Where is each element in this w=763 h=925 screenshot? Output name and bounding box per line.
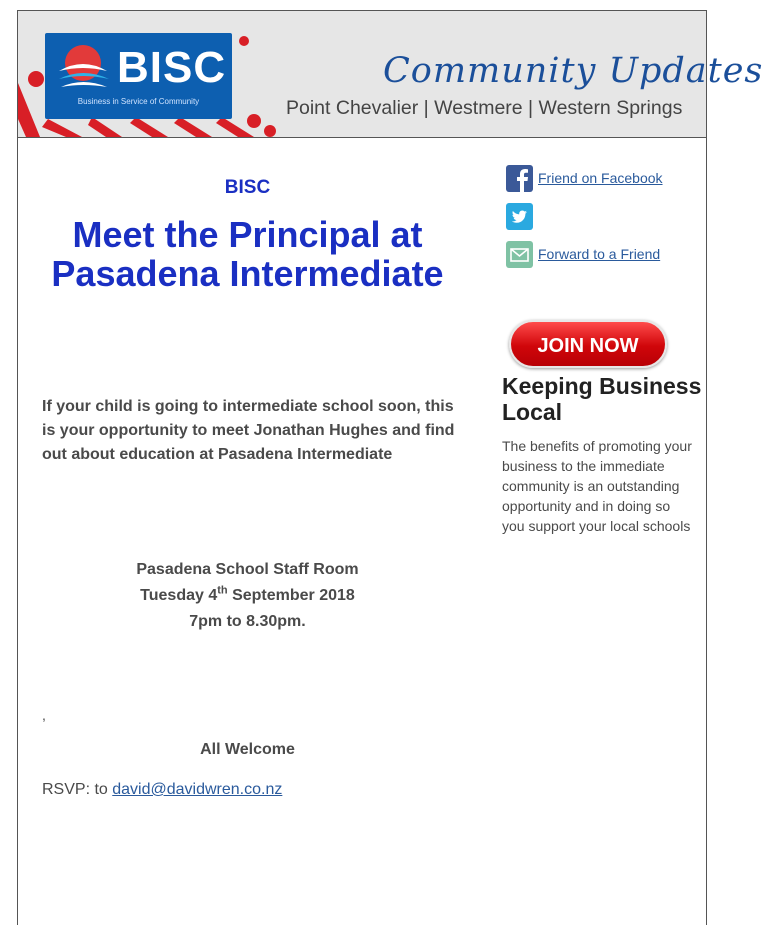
- event-details: [42, 557, 453, 635]
- newsletter-frame: [17, 10, 763, 925]
- stray-comma: ,: [42, 707, 46, 723]
- rsvp-line: [42, 781, 282, 799]
- logo-tagline: Business in Service of Community: [77, 97, 200, 106]
- twitter-share: [506, 203, 696, 231]
- bisc-logo[interactable]: [45, 33, 232, 119]
- event-headline: Meet the Principal at Pasadena Intermediate: [51, 214, 444, 294]
- event-date: [42, 583, 453, 609]
- event-date-ordinal: th: [217, 584, 228, 597]
- event-date-month-year: September 2018: [227, 587, 355, 604]
- forward-to-friend-link[interactable]: Forward to a Friend: [538, 246, 661, 262]
- header-banner: [18, 11, 763, 138]
- join-now-button[interactable]: JOIN NOW: [509, 320, 667, 368]
- facebook-icon[interactable]: [506, 165, 533, 192]
- rsvp-label: RSVP: to: [42, 781, 113, 798]
- twitter-icon[interactable]: [506, 203, 533, 230]
- friend-on-facebook-link[interactable]: Friend on Facebook: [538, 170, 663, 186]
- bisc-emblem-icon: [49, 41, 119, 105]
- intro-paragraph: If your child is going to intermediate school soon, this is your opportunity to meet Jonathan Hughes and find out about education at Pasadena Intermediate: [42, 398, 455, 463]
- rsvp-email-link[interactable]: david@davidwren.co.nz: [112, 781, 283, 798]
- facebook-share: [506, 165, 696, 193]
- sidebar-paragraph: The benefits of promoting your business to the immediate community is an outstanding opportunity and in doing so you support your local schools: [502, 438, 692, 534]
- event-venue: Pasadena School Staff Room: [136, 561, 359, 578]
- keeping-business-local-title: Keeping Business Local: [502, 373, 702, 425]
- all-welcome-text: All Welcome: [200, 741, 295, 758]
- event-time: 7pm to 8.30pm.: [189, 613, 306, 630]
- forward-to-friend: [506, 241, 696, 269]
- mail-icon[interactable]: [506, 241, 533, 268]
- suburbs-subtitle: Point Chevalier | Westmere | Western Springs: [286, 97, 683, 119]
- event-date-day: Tuesday 4: [140, 587, 218, 604]
- community-updates-title: Community Updates: [383, 51, 763, 91]
- logo-text: BISC: [117, 43, 227, 92]
- org-label: BISC: [224, 177, 271, 198]
